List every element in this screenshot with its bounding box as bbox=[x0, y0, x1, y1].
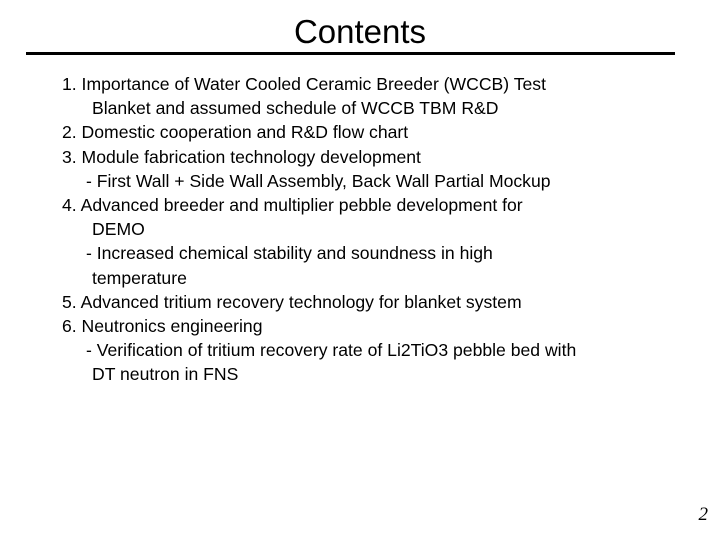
item-3: 3. Module fabrication technology development bbox=[62, 146, 421, 167]
item-6: 6. Neutronics engineering bbox=[62, 315, 263, 336]
item-5: 5. Advanced tritium recovery technology for blanket system bbox=[62, 291, 522, 312]
item-6-subitem-line-1: - Verification of tritium recovery rate of Li2TiO3 pebble bed with bbox=[86, 340, 577, 361]
item-2: 2. Domestic cooperation and R&D flow chart bbox=[62, 122, 409, 143]
title-underline bbox=[26, 52, 675, 55]
item-1-line-1: 1. Importance of Water Cooled Ceramic Breeder (WCCB) Test bbox=[62, 74, 546, 94]
item-4-line-1: 4. Advanced breeder and multiplier pebble development for bbox=[62, 194, 523, 215]
page-number: 2 bbox=[698, 504, 708, 525]
slide-title: Contents bbox=[293, 13, 427, 50]
item-4-line-2: DEMO bbox=[92, 219, 145, 240]
item-4-subitem-line-1: - Increased chemical stability and soundness in high bbox=[86, 243, 493, 264]
item-1-line-2: Blanket and assumed schedule of WCCB TBM R&D bbox=[92, 98, 499, 119]
item-6-subitem-line-2: DT neutron in FNS bbox=[92, 364, 239, 385]
item-4-subitem-line-2: temperature bbox=[92, 267, 187, 288]
contents-list bbox=[62, 72, 682, 386]
item-3-subitem: - First Wall + Side Wall Assembly, Back Wall Partial Mockup bbox=[86, 170, 551, 191]
